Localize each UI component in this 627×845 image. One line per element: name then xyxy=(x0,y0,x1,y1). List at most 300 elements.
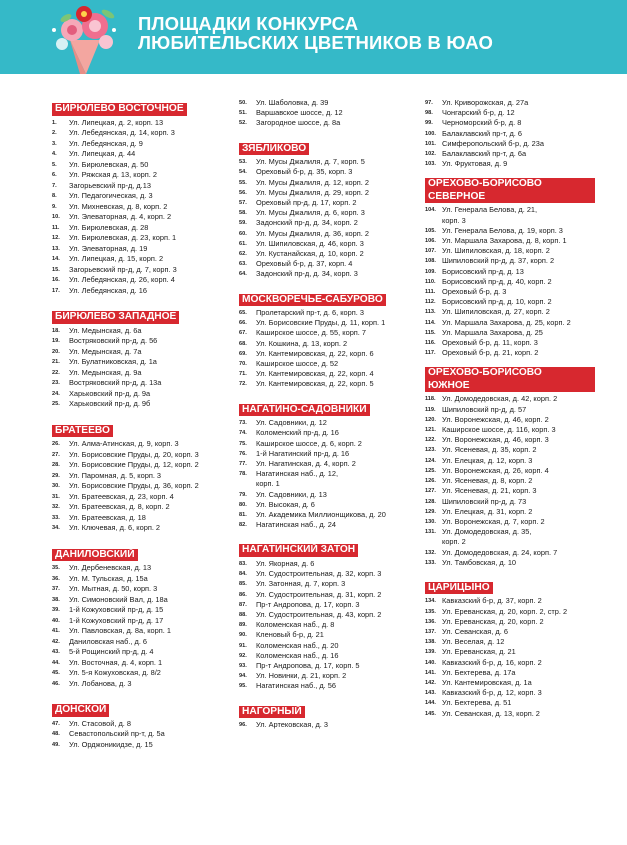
district-section xyxy=(425,577,620,719)
item-address: 1-й Кожуховский пр-д, д. 17 xyxy=(69,615,164,625)
address-item xyxy=(52,160,230,171)
address-item xyxy=(52,139,230,150)
item-number: 90. xyxy=(239,632,247,639)
item-address: Ул. Мусы Джалиля, д. 6, корп. 3 xyxy=(256,208,365,218)
district-section xyxy=(52,699,230,750)
item-number: 134. xyxy=(425,598,436,605)
item-address: Ул. Маршала Захарова, д. 25, корп. 2 xyxy=(442,317,571,327)
flower-bouquet-icon xyxy=(40,0,130,74)
item-number: 109. xyxy=(425,268,436,275)
item-address: Ул. Воронежская, д. 46, корп. 2 xyxy=(442,414,549,424)
address-item xyxy=(52,439,230,450)
page-title xyxy=(138,14,493,52)
item-address: Ул. Лебедянская, д. 16 xyxy=(69,285,147,295)
item-number: 11. xyxy=(52,224,60,231)
item-address: Пролетарский пр-т, д. 6, корп. 3 xyxy=(256,308,364,318)
item-address: Ул. Ключевая, д. 6, корп. 2 xyxy=(69,523,161,532)
item-number: 98. xyxy=(425,110,433,117)
address-item xyxy=(239,178,415,188)
item-address: Ул. Шипиловская, д. 18, корп. 2 xyxy=(442,246,550,256)
address-item xyxy=(239,620,415,630)
item-number: 15. xyxy=(52,266,60,273)
item-number: 36. xyxy=(52,575,60,582)
item-number: 82. xyxy=(239,522,247,529)
address-item xyxy=(239,359,415,369)
item-address: Загорьевский пр-д, д. 7, корп. 3 xyxy=(69,264,177,274)
address-item xyxy=(425,267,620,277)
address-item xyxy=(425,517,620,527)
item-address: Варшавское шоссе, д. 12 xyxy=(256,108,343,118)
item-number: 17. xyxy=(52,287,60,294)
header-banner xyxy=(0,0,627,74)
item-address: Каширское шоссе, д. 116, корп. 3 xyxy=(442,425,556,435)
item-address: Ул. Липецкая, д. 2, корп. 13 xyxy=(69,117,164,127)
item-number: 65. xyxy=(239,310,247,317)
item-address: Ул. Ясеневая, д. 8, корп. 2 xyxy=(442,476,533,486)
item-address: Ул. Судостроительная, д. 43, корп. 2 xyxy=(256,609,382,619)
address-item xyxy=(239,579,415,589)
address-item xyxy=(425,486,620,496)
item-number: 86. xyxy=(239,591,247,598)
address-item xyxy=(425,647,620,657)
district-heading-line: ОРЕХОВО-БОРИСОВО xyxy=(428,367,542,379)
item-address: Ул. Ясеневая, д. 35, корп. 2 xyxy=(442,445,537,455)
item-number: 143. xyxy=(425,690,436,697)
address-item xyxy=(52,357,230,368)
address-item xyxy=(239,490,415,500)
item-address: Нагатинская наб., д. 12, корп. 1 xyxy=(256,469,339,489)
address-item xyxy=(52,265,230,276)
item-address: Ул. Шипиловская, д. 27, корп. 2 xyxy=(442,307,550,317)
district-heading-line: ЗЯБЛИКОВО xyxy=(242,142,307,154)
item-number: 119. xyxy=(425,406,436,413)
item-address: Ул. Братеевская, д. 18 xyxy=(69,512,146,522)
item-address: Ул. Новинки, д. 21, корп. 2 xyxy=(256,671,347,681)
item-address: Ул. Кантемировская, д. 22, корп. 5 xyxy=(256,379,374,389)
item-address: Пр-т Андропова, д. 17, корп. 3 xyxy=(256,599,360,609)
item-number: 23. xyxy=(52,380,60,386)
item-address: Ул. Липецкая, д. 44 xyxy=(69,149,136,158)
item-number: 140. xyxy=(425,659,436,666)
district-heading xyxy=(52,425,113,438)
district-heading-line: СЕВЕРНОЕ xyxy=(428,190,486,202)
item-address: Ореховый б-р, д. 3 xyxy=(442,287,507,297)
address-item xyxy=(425,688,620,698)
item-number: 133. xyxy=(425,559,436,566)
item-address: Ул. Ряжская д. 13, корп. 2 xyxy=(69,170,158,179)
address-item xyxy=(425,445,620,455)
item-address: Ул. Затонная, д. 7, корп. 3 xyxy=(256,579,346,589)
address-item xyxy=(52,584,230,595)
item-number: 132. xyxy=(425,549,436,556)
address-item xyxy=(52,729,230,740)
item-address: Ул. Маршала Захарова, д. 8, корп. 1 xyxy=(442,236,567,246)
column-2 xyxy=(239,98,415,739)
address-item xyxy=(425,658,620,668)
address-item xyxy=(52,233,230,244)
item-address: Ул. Мусы Джалиля, д. 29, корп. 2 xyxy=(256,187,369,197)
item-address: Каширское шоссе, д. 52 xyxy=(256,359,339,369)
item-number: 97. xyxy=(425,100,433,106)
item-number: 27. xyxy=(52,451,60,458)
item-address: Ул. Михневская, д. 8, корп. 2 xyxy=(69,201,168,211)
address-item xyxy=(239,259,415,269)
item-number: 83. xyxy=(239,560,247,567)
address-item xyxy=(425,256,620,266)
district-section xyxy=(239,701,415,731)
item-number: 54. xyxy=(239,169,247,176)
address-item xyxy=(239,630,415,640)
address-list xyxy=(425,205,620,358)
item-number: 91. xyxy=(239,642,247,649)
item-address: Нагатинская наб., д. 24 xyxy=(256,520,337,530)
item-address: Ул. Борисовские Пруды, д. 12, корп. 2 xyxy=(69,460,199,469)
item-address: Ул. Медынская, д. 6а xyxy=(69,325,142,335)
item-address: Ул. Борисовские Пруды, д. 11, корп. 1 xyxy=(256,318,386,328)
address-item xyxy=(239,418,415,428)
item-number: 4. xyxy=(52,151,57,157)
address-item xyxy=(52,616,230,627)
address-item xyxy=(239,600,415,610)
item-address: Ул. Братеевская, д. 8, корп. 2 xyxy=(69,502,170,511)
item-address: Ул. Шаболовка, д. 39 xyxy=(256,98,329,107)
item-number: 40. xyxy=(52,617,60,624)
address-list xyxy=(52,563,230,689)
item-address: Востряковский пр-д, д. 13а xyxy=(69,378,162,387)
item-address: Ореховый б-р, д. 37, корп. 4 xyxy=(256,259,353,269)
item-number: 33. xyxy=(52,514,60,521)
item-number: 12. xyxy=(52,235,60,241)
address-item xyxy=(425,456,620,466)
item-number: 43. xyxy=(52,649,60,655)
address-item xyxy=(425,698,620,708)
address-item xyxy=(239,439,415,449)
address-item xyxy=(239,720,415,730)
district-section xyxy=(52,98,230,296)
address-item xyxy=(425,246,620,256)
address-item xyxy=(52,563,230,574)
item-number: 145. xyxy=(425,710,436,717)
district-heading-line: ДОНСКОЙ xyxy=(55,704,107,715)
item-address: Ул. Братеевская, д. 23, корп. 4 xyxy=(69,491,174,501)
district-heading xyxy=(52,549,138,562)
item-number: 102. xyxy=(425,151,436,158)
address-item xyxy=(425,527,620,547)
item-number: 38. xyxy=(52,596,60,603)
item-number: 56. xyxy=(239,189,247,196)
item-address: Каширское шоссе, д. 6, корп. 2 xyxy=(256,438,362,448)
item-address: Ул. Елецкая, д. 12, корп. 3 xyxy=(442,455,533,465)
item-address: Ул. Элеваторная, д. 4, корп. 2 xyxy=(69,212,172,221)
item-address: Ул. Мусы Джалиля, д. 7, корп. 5 xyxy=(256,157,365,167)
item-number: 125. xyxy=(425,467,436,474)
item-number: 74. xyxy=(239,430,247,437)
item-number: 32. xyxy=(52,504,60,510)
address-item xyxy=(425,678,620,688)
item-number: 139. xyxy=(425,649,436,656)
address-item xyxy=(425,129,620,139)
item-address: Нагатинская наб., д. 56 xyxy=(256,681,337,691)
item-number: 7. xyxy=(52,182,57,189)
item-number: 42. xyxy=(52,638,60,645)
item-number: 29. xyxy=(52,472,60,479)
address-item xyxy=(52,647,230,658)
item-address: Каширское шоссе, д. 55, корп. 7 xyxy=(256,328,367,338)
item-number: 50. xyxy=(239,100,247,106)
address-item xyxy=(239,229,415,239)
item-address: Ул. Борисовские Пруды, д. 36, корп. 2 xyxy=(69,481,199,490)
district-heading-line: ЮЖНОЕ xyxy=(428,379,470,391)
item-address: Ул. Алма-Атинская, д. 9, корп. 3 xyxy=(69,439,179,448)
address-item xyxy=(239,339,415,349)
address-item xyxy=(239,681,415,691)
item-number: 115. xyxy=(425,329,436,336)
address-list xyxy=(52,118,230,297)
address-item xyxy=(52,254,230,265)
item-address: Ул. Домодедовская, д. 42, корп. 2 xyxy=(442,394,558,404)
address-item xyxy=(425,277,620,287)
item-number: 130. xyxy=(425,518,436,525)
address-item xyxy=(52,523,230,534)
item-number: 57. xyxy=(239,199,247,206)
item-number: 47. xyxy=(52,720,60,727)
item-address: Ореховый б-р, д. 11, корп. 3 xyxy=(442,338,538,348)
district-section xyxy=(425,367,620,567)
district-heading xyxy=(239,143,309,156)
item-number: 24. xyxy=(52,390,60,397)
district-heading xyxy=(239,294,386,307)
item-number: 55. xyxy=(239,179,247,186)
district-heading-line: ДАНИЛОВСКИЙ xyxy=(55,548,135,560)
item-address: Коломенская наб., д. 20 xyxy=(256,640,339,650)
item-number: 64. xyxy=(239,271,247,278)
address-item xyxy=(52,275,230,286)
item-address: Черноморский б-р, д. 8 xyxy=(442,118,522,128)
address-item xyxy=(239,318,415,328)
address-list xyxy=(425,98,620,169)
district-section xyxy=(52,420,230,534)
item-number: 28. xyxy=(52,462,60,468)
item-number: 103. xyxy=(425,161,436,168)
address-item xyxy=(52,460,230,471)
item-number: 110. xyxy=(425,278,436,285)
item-number: 123. xyxy=(425,447,436,454)
address-item xyxy=(52,212,230,223)
item-number: 104. xyxy=(425,207,436,214)
item-address: Ул. Елецкая, д. 31, корп. 2 xyxy=(442,506,533,516)
item-number: 21. xyxy=(52,359,60,365)
item-number: 19. xyxy=(52,338,60,344)
district-heading-line: ОРЕХОВО-БОРИСОВО xyxy=(428,178,542,190)
item-address: Ул. Судостроительная, д. 31, корп. 2 xyxy=(256,589,382,599)
item-address: Ул. Борисовские Пруды, д. 20, корп. 3 xyxy=(69,449,199,459)
district-section xyxy=(239,138,415,280)
item-number: 129. xyxy=(425,508,436,515)
item-number: 84. xyxy=(239,571,247,578)
district-heading-line: НАГОРНЫЙ xyxy=(242,705,302,717)
item-address: Загородное шоссе, д. 8а xyxy=(256,118,341,128)
address-item xyxy=(239,218,415,228)
item-address: Даниловская наб., д. 6 xyxy=(69,636,148,646)
address-item xyxy=(52,191,230,202)
address-item xyxy=(52,170,230,181)
item-address: Борисовский пр-д, д. 10, корп. 2 xyxy=(442,297,552,307)
item-number: 72. xyxy=(239,381,247,388)
address-item xyxy=(239,651,415,661)
item-address: Ул. Генерала Белова, д. 19, корп. 3 xyxy=(442,225,563,235)
item-number: 10. xyxy=(52,214,60,220)
item-address: Ул. Кантемировская, д. 22, корп. 6 xyxy=(256,348,374,358)
item-number: 136. xyxy=(425,618,436,625)
address-item xyxy=(239,369,415,379)
item-address: Ул. Стасовой, д. 8 xyxy=(69,718,131,728)
address-item xyxy=(52,389,230,400)
address-item xyxy=(239,349,415,359)
item-address: Ул. Якорная, д. 6 xyxy=(256,558,315,568)
district-heading xyxy=(52,704,109,717)
item-address: Ул. М. Тульская, д. 15а xyxy=(69,573,148,583)
title-line-2: ЛЮБИТЕЛЬСКИХ ЦВЕТНИКОВ В ЮАО xyxy=(138,32,494,53)
item-number: 14. xyxy=(52,256,60,262)
address-item xyxy=(425,287,620,297)
item-address: Ул. Бехтерева, д. 17а xyxy=(442,667,516,677)
address-item xyxy=(239,198,415,208)
item-number: 67. xyxy=(239,330,247,337)
address-item xyxy=(239,449,415,459)
address-item xyxy=(52,679,230,690)
item-number: 49. xyxy=(52,741,60,748)
district-heading xyxy=(52,103,187,116)
address-item xyxy=(52,513,230,524)
item-number: 68. xyxy=(239,340,247,347)
item-address: Кавказский б-р, д. 12, корп. 3 xyxy=(442,688,542,698)
item-number: 89. xyxy=(239,622,247,629)
item-number: 25. xyxy=(52,401,60,407)
item-address: Ул. Ереванская, д. 20, корп. 2, стр. 2 xyxy=(442,606,568,616)
item-address: Задонский пр-д, д. 34, корп. 3 xyxy=(256,269,358,279)
item-address: Шипиловский пр-д, д. 37, корп. 2 xyxy=(442,256,555,266)
item-number: 8. xyxy=(52,193,57,199)
address-item xyxy=(52,149,230,160)
item-address: Ул. Тамбовская, д. 10 xyxy=(442,557,517,567)
item-address: Ул. Кантемировская, д. 22, корп. 4 xyxy=(256,369,374,379)
item-number: 60. xyxy=(239,230,247,237)
item-number: 6. xyxy=(52,172,57,178)
item-address: Ул. Воронежская, д. 46, корп. 3 xyxy=(442,435,549,445)
item-address: Ул. Фруктовая, д. 9 xyxy=(442,159,508,169)
item-number: 100. xyxy=(425,130,436,137)
address-item xyxy=(425,637,620,647)
item-number: 105. xyxy=(425,227,436,234)
item-address: Ул. Кустанайская, д. 10, корп. 2 xyxy=(256,248,364,258)
address-item xyxy=(52,223,230,234)
item-number: 71. xyxy=(239,371,247,378)
address-item xyxy=(52,202,230,213)
item-number: 144. xyxy=(425,700,436,707)
item-address: Ул. Домодедовская, д. 35, корп. 2 xyxy=(442,527,532,547)
address-list xyxy=(239,98,415,129)
item-number: 51. xyxy=(239,110,247,117)
item-address: Шипиловский пр-д, д. 57 xyxy=(442,404,527,414)
item-address: Ул. Судостроительная, д. 32, корп. 3 xyxy=(256,569,382,579)
address-item xyxy=(52,502,230,513)
address-list xyxy=(425,596,620,718)
district-heading-line: НАГАТИНСКИЙ ЗАТОН xyxy=(242,544,356,556)
address-item xyxy=(52,450,230,461)
item-number: 66. xyxy=(239,320,247,327)
item-number: 77. xyxy=(239,460,247,467)
address-item xyxy=(52,118,230,129)
item-address: Ул. Бирюлевская, д. 50 xyxy=(69,159,149,169)
item-address: Ул. Павловская, д. 8а, корп. 1 xyxy=(69,626,171,635)
address-item xyxy=(239,328,415,338)
address-item xyxy=(239,569,415,579)
address-item xyxy=(425,466,620,476)
item-number: 142. xyxy=(425,680,436,687)
address-item xyxy=(239,661,415,671)
item-address: Ул. Восточная, д. 4, корп. 1 xyxy=(69,657,163,667)
address-item xyxy=(425,548,620,558)
item-number: 94. xyxy=(239,673,247,680)
address-item xyxy=(52,378,230,389)
address-item xyxy=(52,605,230,616)
district-section xyxy=(239,399,415,531)
item-number: 1. xyxy=(52,119,57,126)
item-number: 16. xyxy=(52,277,60,283)
item-address: Ул. Академика Миллионщикова, д. 20 xyxy=(256,510,386,519)
address-item xyxy=(239,428,415,438)
item-number: 127. xyxy=(425,488,436,495)
item-number: 18. xyxy=(52,327,60,334)
item-number: 5. xyxy=(52,161,57,168)
address-item xyxy=(239,610,415,620)
item-address: Ореховый б-р, д. 21, корп. 2 xyxy=(442,348,539,358)
address-item xyxy=(239,249,415,259)
district-heading-line: БИРЮЛЕВО ВОСТОЧНОЕ xyxy=(55,103,184,114)
address-item xyxy=(239,208,415,218)
item-number: 126. xyxy=(425,478,436,485)
item-address: Ул. Ереванская, д. 20, корп. 2 xyxy=(442,616,544,626)
item-number: 46. xyxy=(52,680,60,687)
address-item xyxy=(425,118,620,128)
item-address: Задонский пр-д, д. 34, корп. 2 xyxy=(256,218,358,228)
item-address: Ул. Воронежская, д. 7, корп. 2 xyxy=(442,516,545,526)
address-item xyxy=(52,668,230,679)
address-list xyxy=(239,559,415,692)
address-item xyxy=(239,167,415,177)
item-number: 58. xyxy=(239,210,247,217)
address-item xyxy=(425,297,620,307)
address-item xyxy=(425,236,620,246)
district-heading xyxy=(239,404,370,417)
item-address: Кавказский б-р, д. 16, корп. 2 xyxy=(442,657,542,667)
item-address: Ул. Севанская, д. 6 xyxy=(442,627,508,637)
district-section xyxy=(52,306,230,410)
address-item xyxy=(425,607,620,617)
district-heading-line: НАГАТИНО-САДОВНИКИ xyxy=(242,403,367,415)
item-number: 34. xyxy=(52,525,60,531)
item-address: Ул. Дербеневская, д. 13 xyxy=(69,563,152,572)
item-address: Ул. Элеваторная, д. 19 xyxy=(69,243,148,253)
address-item xyxy=(52,181,230,192)
item-address: Коломенская наб., д. 8 xyxy=(256,620,335,630)
address-item xyxy=(52,574,230,585)
item-address: Ул. Лебедянская, д. 9 xyxy=(69,138,143,148)
item-address: Коломенский пр-д, д. 16 xyxy=(256,428,339,438)
item-address: Кленовый б-р, д. 21 xyxy=(256,630,324,640)
item-number: 121. xyxy=(425,427,436,434)
item-number: 44. xyxy=(52,659,60,666)
